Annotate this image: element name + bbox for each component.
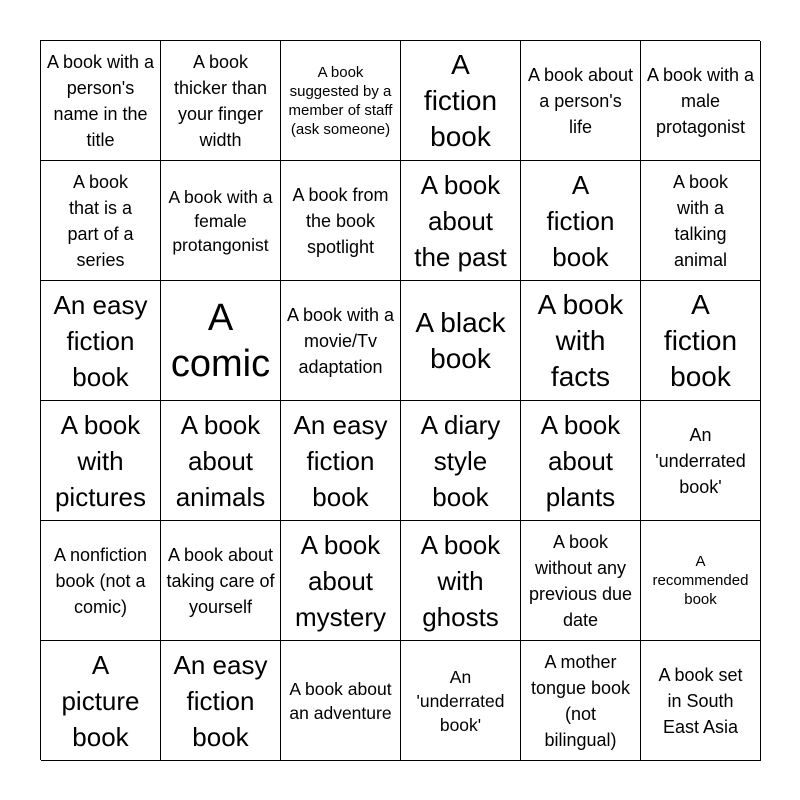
bingo-cell-4-2[interactable]: A book about animals <box>161 401 281 521</box>
bingo-cell-2-5[interactable]: A fiction book <box>521 161 641 281</box>
bingo-cell-6-1[interactable]: A picture book <box>41 641 161 761</box>
bingo-cell-3-3[interactable]: A book with a movie/Tv adaptation <box>281 281 401 401</box>
bingo-cell-1-5[interactable]: A book about a person's life <box>521 41 641 161</box>
bingo-cell-1-4[interactable]: A fiction book <box>401 41 521 161</box>
bingo-cell-1-2[interactable]: A book thicker than your finger width <box>161 41 281 161</box>
bingo-cell-2-6[interactable]: A book with a talking animal <box>641 161 761 281</box>
bingo-cell-1-3[interactable]: A book suggested by a member of staff (ask someone) <box>281 41 401 161</box>
bingo-cell-4-5[interactable]: A book about plants <box>521 401 641 521</box>
bingo-cell-5-3[interactable]: A book about mystery <box>281 521 401 641</box>
bingo-cell-4-4[interactable]: A diary style book <box>401 401 521 521</box>
bingo-cell-4-6[interactable]: An 'underrated book' <box>641 401 761 521</box>
bingo-cell-5-2[interactable]: A book about taking care of yourself <box>161 521 281 641</box>
bingo-cell-5-5[interactable]: A book without any previous due date <box>521 521 641 641</box>
bingo-cell-1-1[interactable]: A book with a person's name in the title <box>41 41 161 161</box>
bingo-board <box>40 40 760 760</box>
bingo-cell-6-3[interactable]: A book about an adventure <box>281 641 401 761</box>
bingo-cell-6-5[interactable]: A mother tongue book (not bilingual) <box>521 641 641 761</box>
bingo-cell-2-2[interactable]: A book with a female protangonist <box>161 161 281 281</box>
bingo-cell-2-1[interactable]: A book that is a part of a series <box>41 161 161 281</box>
bingo-cell-3-6[interactable]: A fiction book <box>641 281 761 401</box>
bingo-cell-5-1[interactable]: A nonfiction book (not a comic) <box>41 521 161 641</box>
bingo-cell-6-6[interactable]: A book set in South East Asia <box>641 641 761 761</box>
bingo-cell-3-2[interactable]: A comic <box>161 281 281 401</box>
bingo-cell-2-4[interactable]: A book about the past <box>401 161 521 281</box>
bingo-cell-4-3[interactable]: An easy fiction book <box>281 401 401 521</box>
bingo-cell-5-4[interactable]: A book with ghosts <box>401 521 521 641</box>
bingo-cell-1-6[interactable]: A book with a male protagonist <box>641 41 761 161</box>
bingo-cell-3-1[interactable]: An easy fiction book <box>41 281 161 401</box>
bingo-cell-6-4[interactable]: An 'underrated book' <box>401 641 521 761</box>
bingo-cell-3-5[interactable]: A book with facts <box>521 281 641 401</box>
bingo-cell-3-4[interactable]: A black book <box>401 281 521 401</box>
bingo-cell-2-3[interactable]: A book from the book spotlight <box>281 161 401 281</box>
bingo-cell-6-2[interactable]: An easy fiction book <box>161 641 281 761</box>
bingo-cell-5-6[interactable]: A recommended book <box>641 521 761 641</box>
bingo-cell-4-1[interactable]: A book with pictures <box>41 401 161 521</box>
